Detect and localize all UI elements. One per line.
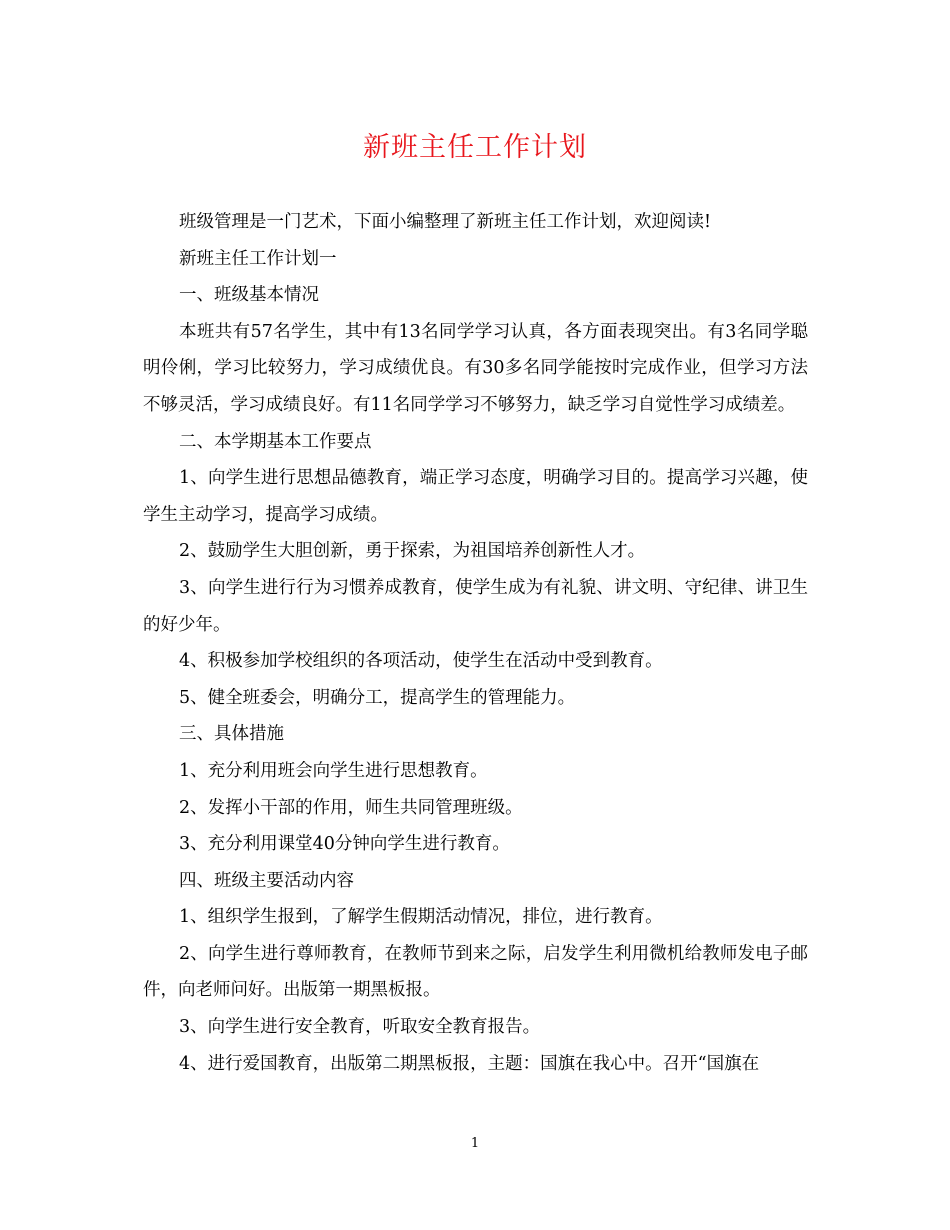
list-item-work-point-1: 1、向学生进行思想品德教育，端正学习态度，明确学习目的。提高学习兴趣，使学生主动学习，提高学习成绩。 xyxy=(143,468,808,525)
paragraph-intro: 班级管理是一门艺术，下面小编整理了新班主任工作计划，欢迎阅读! xyxy=(179,212,712,232)
section-heading-work-points: 二、本学期基本工作要点 xyxy=(179,431,372,452)
list-item-activity-4: 4、进行爱国教育，出版第二期黑板报，主题：国旗在我心中。召开“国旗在 xyxy=(179,1053,760,1074)
list-item-measure-2: 2、发挥小干部的作用，师生共同管理班级。 xyxy=(179,797,523,818)
list-item-activity-2: 2、向学生进行尊师教育，在教师节到来之际，启发学生利用微机给教师发电子邮件，向老师问好。出版第一期黑板报。 xyxy=(143,943,808,1001)
section-heading-activities: 四、班级主要活动内容 xyxy=(179,870,354,891)
section-heading-measures: 三、具体措施 xyxy=(179,724,284,745)
document-body xyxy=(143,204,808,1082)
document-title: 新班主任工作计划 xyxy=(363,132,587,163)
list-item-measure-1: 1、充分利用班会向学生进行思想教育。 xyxy=(179,760,488,781)
list-item-activity-3: 3、向学生进行安全教育，听取安全教育报告。 xyxy=(179,1017,541,1038)
list-item-work-point-2: 2、鼓励学生大胆创新，勇于探索，为祖国培养创新性人才。 xyxy=(179,541,646,562)
paragraph-class-situation: 本班共有57名学生，其中有13名同学学习认真，各方面表现突出。有3名同学聪明伶俐，学习比较努力，学习成绩优良。有30多名同学能按时完成作业，但学习方法不够灵活，学习成绩良好。有11名同学学习不够努力，缺乏学习自觉性学习成绩差。 xyxy=(143,321,808,415)
list-item-work-point-5: 5、健全班委会，明确分工，提高学生的管理能力。 xyxy=(179,687,576,708)
list-item-activity-1: 1、组织学生报到，了解学生假期活动情况，排位，进行教育。 xyxy=(179,907,663,928)
list-item-work-point-3: 3、向学生进行行为习惯养成教育，使学生成为有礼貌、讲文明、守纪律、讲卫生的好少年。 xyxy=(143,577,808,635)
list-item-measure-3: 3、充分利用课堂40分钟向学生进行教育。 xyxy=(179,834,510,855)
list-item-work-point-4: 4、积极参加学校组织的各项活动，使学生在活动中受到教育。 xyxy=(179,651,663,672)
page-number: 1 xyxy=(470,1136,480,1151)
section-heading-class-situation: 一、班级基本情况 xyxy=(179,285,319,306)
paragraph-plan-heading: 新班主任工作计划一 xyxy=(179,248,337,269)
